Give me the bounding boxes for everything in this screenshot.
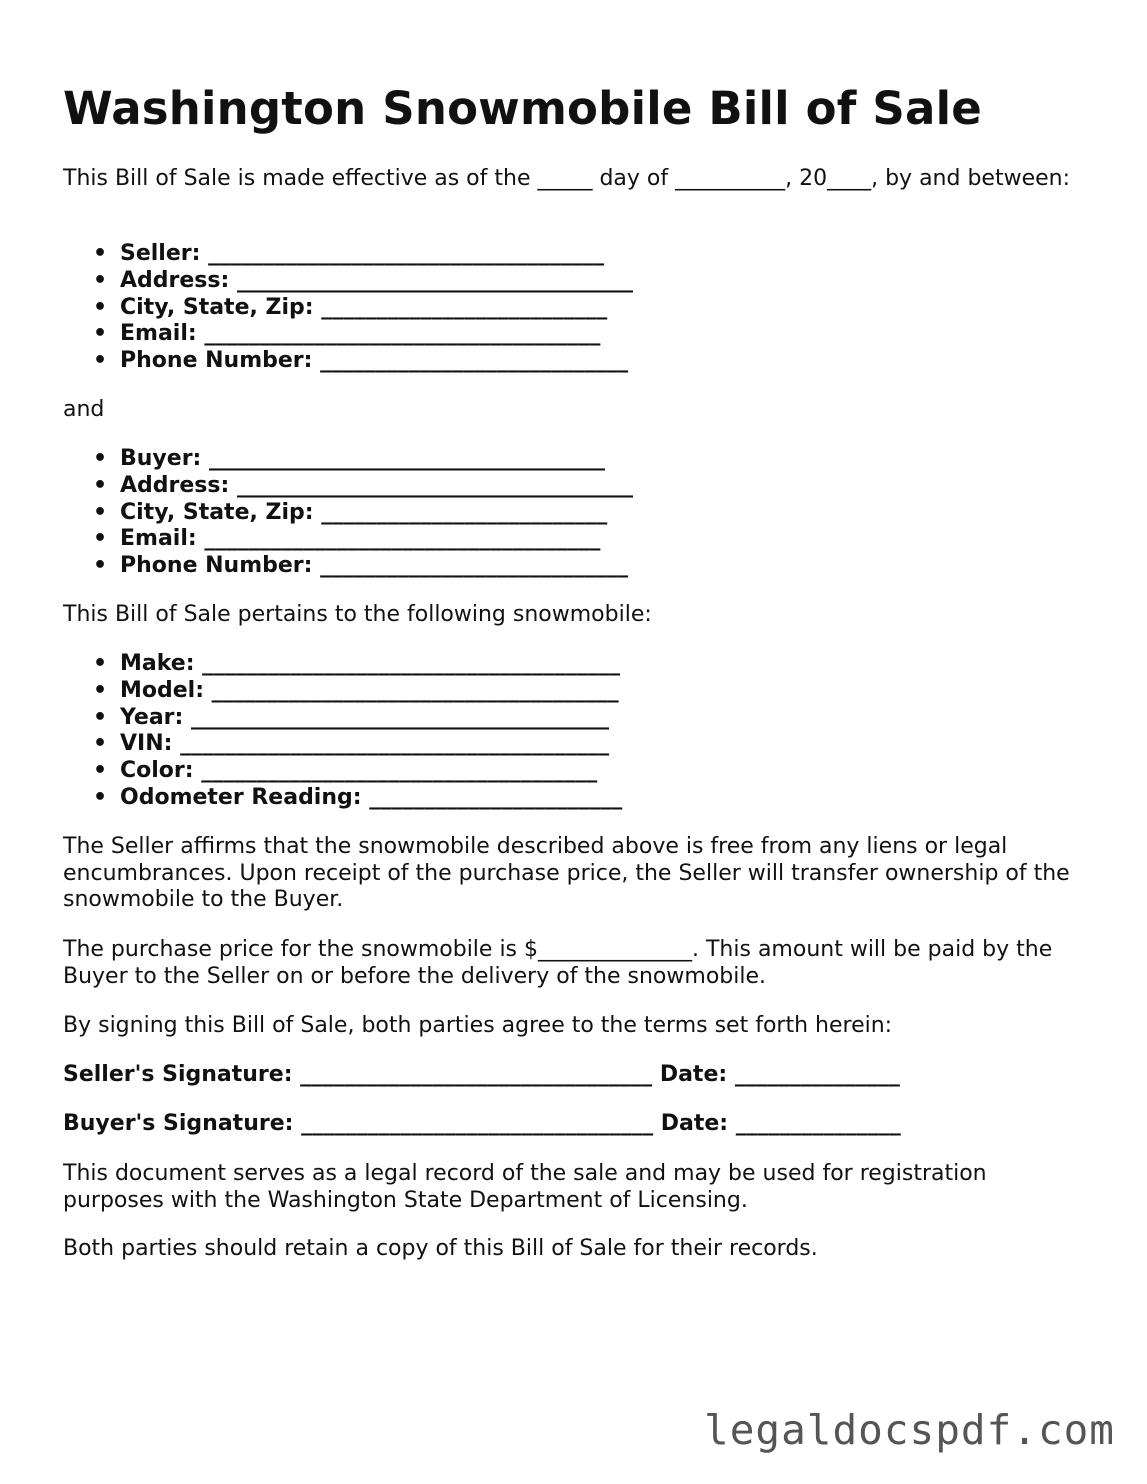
seller-info-list [63, 241, 1093, 375]
affirmation-paragraph: The Seller affirms that the snowmobile described above is free from any liens or legal encumbrances. Upon receipt of the purchase price, the Seller will transfer ownership of the snowmobile to the Buyer. [63, 834, 1070, 912]
make-field: • Make: ______________________________________ [93, 651, 621, 676]
vin-field: • VIN: _______________________________________ [93, 731, 610, 757]
odometer-field: • Odometer Reading: _______________________ [93, 784, 623, 810]
seller-phone-field: • Phone Number: ____________________________ [93, 348, 629, 374]
buyer-info-list [63, 446, 1093, 580]
buyer-city-field: • City, State, Zip: __________________________ [93, 499, 608, 525]
price-paragraph: The purchase price for the snowmobile is $______________. This amount will be paid by the Buyer to the Seller on or before the delivery of the snowmobile. [63, 937, 1053, 989]
seller-address-field: • Address: ____________________________________ [93, 267, 633, 293]
agreement-paragraph: By signing this Bill of Sale, both parties agree to the terms set forth herein: [63, 1013, 893, 1038]
seller-city-field: • City, State, Zip: __________________________ [93, 294, 608, 320]
legal-record-paragraph: This document serves as a legal record of the sale and may be used for registration purposes with the Washington State Department of Licensing. [63, 1161, 987, 1213]
year-field: • Year: ______________________________________ [93, 704, 609, 730]
buyer-address-field: • Address: ____________________________________ [93, 472, 633, 498]
buyer-phone-field: • Phone Number: ____________________________ [93, 553, 629, 579]
intro-paragraph: This Bill of Sale is made effective as of the _____ day of __________, 20____, by and between: [63, 166, 1070, 191]
color-field: • Color: ____________________________________ [93, 758, 598, 784]
watermark: legaldocspdf.com [704, 1406, 1115, 1454]
page-title: Washington Snowmobile Bill of Sale [63, 82, 982, 135]
pertains-paragraph: This Bill of Sale pertains to the following snowmobile: [63, 602, 652, 627]
seller-field: • Seller: ____________________________________ [93, 241, 605, 266]
and-separator: and [63, 397, 105, 422]
model-field: • Model: _____________________________________ [93, 677, 619, 703]
vehicle-info-list [63, 651, 1093, 812]
retain-paragraph: Both parties should retain a copy of this Bill of Sale for their records. [63, 1236, 818, 1261]
buyer-field: • Buyer: ____________________________________ [93, 446, 605, 471]
buyer-email-field: • Email: ____________________________________ [93, 526, 601, 552]
buyer-signature-line: Buyer's Signature: ________________________________ Date: _______________ [63, 1111, 901, 1136]
seller-signature-line: Seller's Signature: ________________________________ Date: _______________ [63, 1062, 900, 1087]
seller-email-field: • Email: ____________________________________ [93, 321, 601, 347]
